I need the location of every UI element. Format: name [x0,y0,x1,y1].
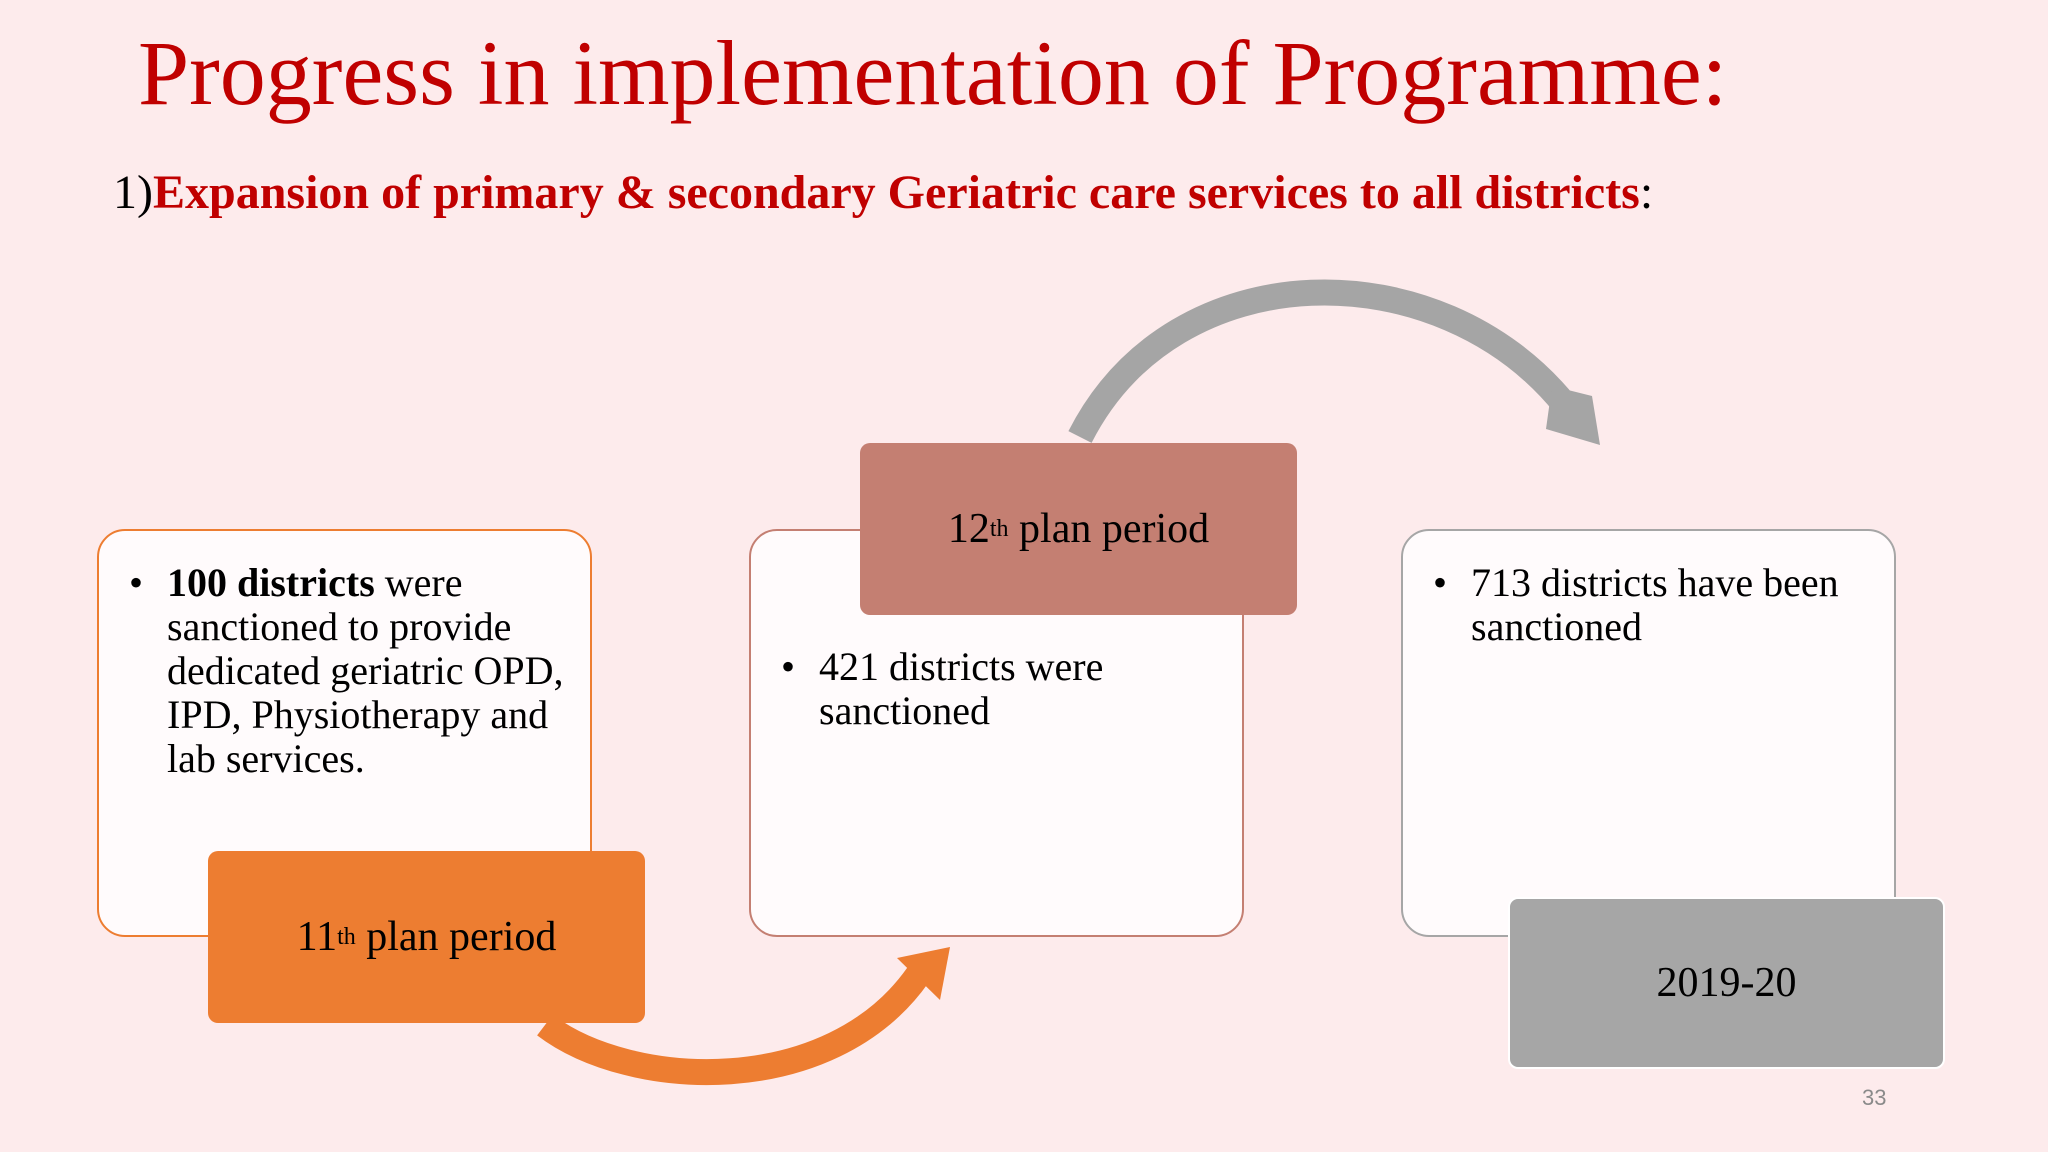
label-text: 2019-20 [1656,960,1797,1006]
bullet-icon: • [1433,560,1448,605]
label-number: 12 [947,506,990,552]
card-2019-20 [1401,529,1896,937]
list-item [99,561,570,781]
curved-arrow-gray-icon [1080,292,1600,445]
bullet-bold-text: 100 districts [167,560,375,605]
bullet-text: 421 districts were sanctioned [819,644,1104,733]
bullet-icon: • [781,644,796,689]
card-12th-list [751,645,1222,733]
slide-title: Progress in implementation of Programme: [138,22,1728,124]
list-item [1403,561,1874,649]
bullet-text: were sanctioned to provide dedicated geriatric OPD, IPD, Physiotherapy and lab services. [167,560,564,781]
label-2019-20 [1508,897,1945,1069]
card-2019-20-list [1403,561,1874,649]
label-12th-plan-period: 12 th plan period [860,443,1297,615]
label-number: 11 [296,914,338,960]
bullet-icon: • [129,560,144,605]
list-item [751,645,1222,733]
subtitle-suffix: : [1639,166,1654,219]
bullet-text: 713 districts have been sanctioned [1471,560,1839,649]
label-text: plan period [1008,506,1210,552]
subtitle-highlight: Expansion of primary & secondary Geriatric care services to all districts [152,166,1640,219]
page-number: 33 [1862,1085,1887,1110]
label-text: plan period [355,914,557,960]
label-11th-plan-period: 11 th plan period [208,851,645,1023]
card-11th-list [99,561,570,781]
subtitle-prefix: 1) [113,166,153,219]
